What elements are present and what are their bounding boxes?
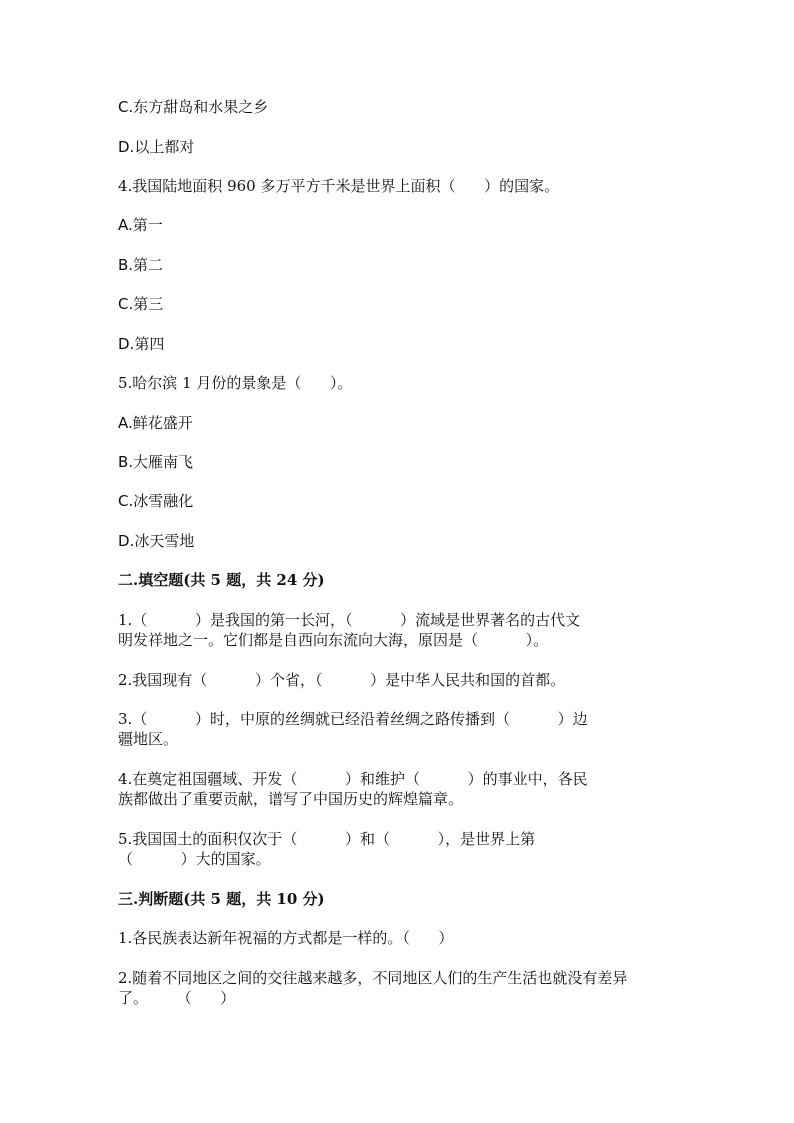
fill-question-1-line-2: 明发祥地之一。它们都是自西向东流向大海，原因是（ ）。: [118, 631, 549, 649]
section-heading-true-false: 三.判断题(共 5 题，共 10 分): [118, 890, 325, 908]
fill-question-4-line-1: 4.在奠定祖国疆域、开发（ ）和维护（ ）的事业中，各民: [118, 770, 588, 788]
option-c-q5: C.冰雪融化: [118, 492, 194, 510]
fill-question-2: 2.我国现有（ ）个省，（ ）是中华人民共和国的首都。: [118, 671, 566, 689]
option-b-q4: B.第二: [118, 256, 164, 274]
fill-question-3-line-1: 3.（ ）时，中原的丝绸就已经沿着丝绸之路传播到（ ）边: [118, 710, 588, 728]
judge-question-2-line-1: 2.随着不同地区之间的交往越来越多，不同地区人们的生产生活也就没有差异: [118, 969, 628, 987]
fill-question-3-line-2: 疆地区。: [118, 730, 179, 748]
option-a-q4: A.第一: [118, 216, 163, 234]
section-heading-fill-in: 二.填空题(共 5 题，共 24 分): [118, 571, 325, 589]
option-d-q5: D.冰天雪地: [118, 532, 195, 550]
option-d-q4: D.第四: [118, 335, 165, 353]
option-a-q5: A.鲜花盛开: [118, 414, 193, 432]
fill-question-4-line-2: 族都做出了重要贡献，谱写了中国历史的辉煌篇章。: [118, 790, 464, 808]
question-4: 4.我国陆地面积 960 多万平方千米是世界上面积（ ）的国家。: [118, 177, 560, 195]
judge-question-1: 1.各民族表达新年祝福的方式都是一样的。（ ）: [118, 929, 454, 947]
option-c-q3: C.东方甜岛和水果之乡: [118, 98, 269, 116]
option-d-q3: D.以上都对: [118, 138, 195, 156]
question-5: 5.哈尔滨 1 月份的景象是（ ）。: [118, 374, 353, 392]
fill-question-1-line-1: 1.（ ）是我国的第一长河，（ ）流域是世界著名的古代文: [118, 611, 581, 629]
fill-question-5-line-1: 5.我国国土的面积仅次于（ ）和（ ），是世界上第: [118, 830, 536, 848]
option-b-q5: B.大雁南飞: [118, 453, 194, 471]
option-c-q4: C.第三: [118, 295, 164, 313]
fill-question-5-line-2: （ ）大的国家。: [118, 850, 271, 868]
judge-question-2-line-2: 了。 （ ）: [118, 989, 236, 1007]
